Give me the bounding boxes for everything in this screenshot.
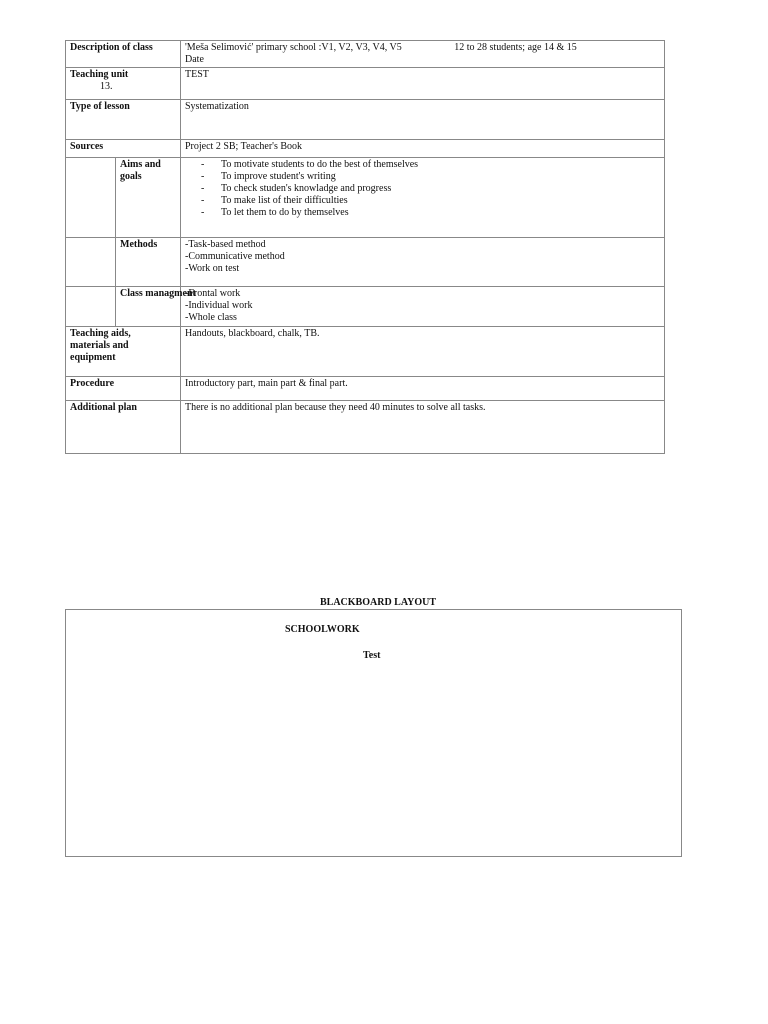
- aims-item: - To motivate students to do the best of themselves: [201, 159, 660, 171]
- type-of-lesson-label: Type of lesson: [66, 100, 181, 140]
- teaching-unit-number: 13.: [100, 81, 113, 92]
- additional-plan-label: Additional plan: [66, 401, 181, 454]
- class-management-item: -Individual work: [185, 300, 253, 311]
- teaching-unit-label-cell: [66, 68, 181, 100]
- procedure-label: Procedure: [66, 377, 181, 401]
- type-of-lesson-value: Systematization: [181, 100, 665, 140]
- methods-empty-cell: [66, 238, 116, 287]
- teaching-aids-label: [66, 327, 181, 377]
- blackboard-subheading: Test: [363, 650, 381, 661]
- description-value: [181, 41, 665, 68]
- row-methods: [66, 238, 665, 287]
- methods-item: -Work on test: [185, 263, 240, 274]
- methods-value: [181, 238, 665, 287]
- methods-item: -Communicative method: [185, 251, 285, 262]
- row-teaching-aids: [66, 327, 665, 377]
- aims-item: - To check studen's knowladge and progress: [201, 183, 660, 195]
- procedure-value: Introductory part, main part & final part.: [181, 377, 665, 401]
- aims-list: [185, 159, 660, 219]
- aims-value: [181, 158, 665, 238]
- blackboard-box: [65, 609, 682, 857]
- class-management-empty-cell: [66, 287, 116, 327]
- row-aims: [66, 158, 665, 238]
- row-procedure: [66, 377, 665, 401]
- row-description: [66, 41, 665, 68]
- class-management-item: -Frontal work: [185, 288, 241, 299]
- aims-item: - To improve student's writing: [201, 171, 660, 183]
- sources-value: Project 2 SB; Teacher's Book: [181, 140, 665, 158]
- school-text: 'Meša Selimović' primary school :V1, V2, V3, V4, V5: [185, 42, 402, 53]
- teaching-aids-label-line: materials and: [70, 340, 129, 351]
- teaching-aids-label-line: Teaching aids,: [70, 328, 131, 339]
- teaching-aids-value: Handouts, blackboard, chalk, TB.: [181, 327, 665, 377]
- row-sources: [66, 140, 665, 158]
- class-management-label: Class managment: [116, 287, 181, 327]
- description-label: Description of class: [66, 41, 181, 68]
- blackboard-heading: SCHOOLWORK: [285, 624, 360, 635]
- blackboard-title: BLACKBOARD LAYOUT: [320, 597, 437, 608]
- aims-empty-cell: [66, 158, 116, 238]
- class-management-item: -Whole class: [185, 312, 237, 323]
- row-class-management: [66, 287, 665, 327]
- additional-plan-value: There is no additional plan because they need 40 minutes to solve all tasks.: [181, 401, 665, 454]
- row-teaching-unit: [66, 68, 665, 100]
- class-management-value: [181, 287, 665, 327]
- students-text: 12 to 28 students; age 14 & 15: [454, 42, 577, 53]
- aims-item: - To make list of their difficulties: [201, 195, 660, 207]
- methods-item: -Task-based method: [185, 239, 266, 250]
- row-additional-plan: [66, 401, 665, 454]
- lesson-plan-table: [65, 40, 665, 454]
- date-text: Date: [185, 54, 204, 65]
- teaching-aids-label-line: equipment: [70, 352, 116, 363]
- aims-label: Aims and goals: [116, 158, 181, 238]
- methods-label: Methods: [116, 238, 181, 287]
- sources-label: Sources: [66, 140, 181, 158]
- row-type-of-lesson: [66, 100, 665, 140]
- teaching-unit-value: TEST: [181, 68, 665, 100]
- aims-item: - To let them to do by themselves: [201, 207, 660, 219]
- teaching-unit-label: Teaching unit: [70, 69, 129, 80]
